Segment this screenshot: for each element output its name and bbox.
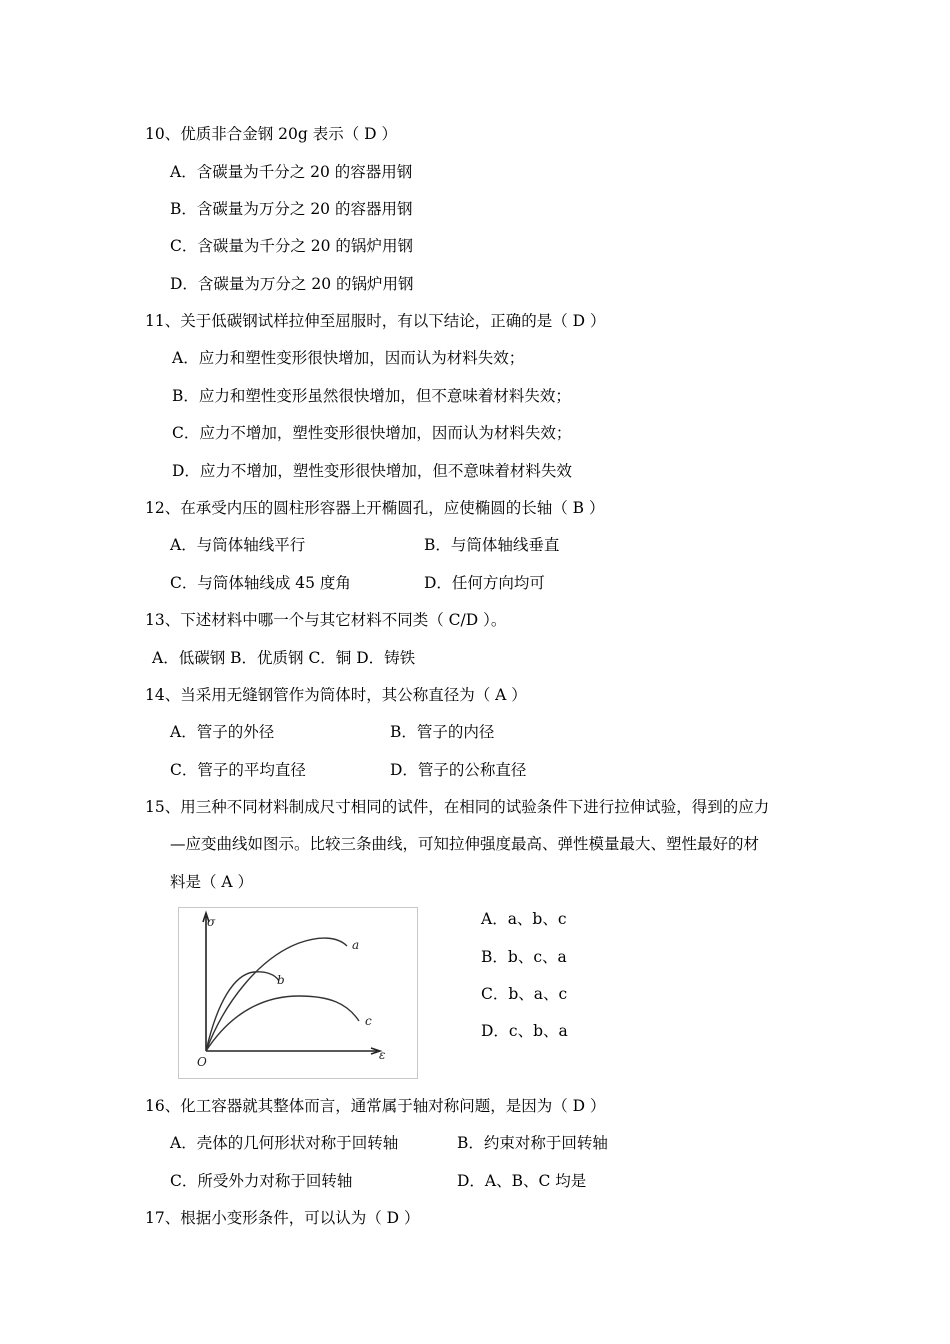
- option-10-d: D．含碳量为万分之 20 的锅炉用钢: [170, 275, 414, 293]
- option-16-d: D．A、B、C 均是: [457, 1172, 587, 1190]
- option-14-b: B．管子的内径: [390, 723, 495, 741]
- question-13: 13、下述材料中哪一个与其它材料不同类（ C/D ）。: [145, 611, 507, 629]
- option-12-a: A．与筒体轴线平行: [170, 536, 306, 554]
- option-15-c: C．b、a、c: [481, 985, 568, 1003]
- option-11-a: A．应力和塑性变形很快增加，因而认为材料失效；: [172, 349, 525, 367]
- stress-strain-figure: [178, 907, 418, 1079]
- option-16-a: A．壳体的几何形状对称于回转轴: [170, 1134, 399, 1152]
- option-14-a: A．管子的外径: [170, 723, 275, 741]
- sigma-label: σ: [207, 915, 216, 929]
- question-11: 11、关于低碳钢试样拉伸至屈服时，有以下结论，正确的是（ D ）: [145, 312, 606, 330]
- option-12-b: B．与筒体轴线垂直: [424, 536, 560, 554]
- question-15-line-2: —应变曲线如图示。比较三条曲线，可知拉伸强度最高、弹性模量最大、塑性最好的材: [170, 835, 760, 853]
- stress-strain-diagram: [179, 908, 417, 1078]
- option-15-b: B．b、c、a: [481, 948, 567, 966]
- question-15-line-3: 料是（ A ）: [170, 873, 254, 891]
- options-13: A．低碳钢 B．优质钢 C．铜 D．铸铁: [152, 649, 416, 667]
- option-12-c: C．与筒体轴线成 45 度角: [170, 574, 351, 592]
- option-11-d: D．应力不增加，塑性变形很快增加，但不意味着材料失效: [172, 462, 572, 480]
- option-12-d: D．任何方向均可: [424, 574, 545, 592]
- question-15-line-1: 15、用三种不同材料制成尺寸相同的试件，在相同的试验条件下进行拉伸试验，得到的应力: [145, 798, 770, 816]
- option-14-c: C．管子的平均直径: [170, 761, 306, 779]
- option-16-c: C．所受外力对称于回转轴: [170, 1172, 353, 1190]
- option-10-a: A．含碳量为千分之 20 的容器用钢: [170, 163, 413, 181]
- option-15-a: A．a、b、c: [481, 910, 567, 928]
- curve-b-label: b: [277, 973, 285, 987]
- option-16-b: B．约束对称于回转轴: [457, 1134, 608, 1152]
- curve-b: [206, 972, 279, 1051]
- option-11-b: B．应力和塑性变形虽然很快增加，但不意味着材料失效；: [172, 387, 571, 405]
- curve-c-label: c: [365, 1014, 372, 1028]
- question-10: 10、优质非合金钢 20g 表示（ D ）: [145, 125, 398, 143]
- option-10-c: C．含碳量为千分之 20 的锅炉用钢: [170, 237, 413, 255]
- question-12: 12、在承受内压的圆柱形容器上开椭圆孔，应使椭圆的长轴（ B ）: [145, 499, 605, 517]
- option-14-d: D．管子的公称直径: [390, 761, 527, 779]
- option-10-b: B．含碳量为万分之 20 的容器用钢: [170, 200, 413, 218]
- option-11-c: C．应力不增加，塑性变形很快增加，因而认为材料失效；: [172, 424, 572, 442]
- question-16: 16、化工容器就其整体而言，通常属于轴对称问题，是因为（ D ）: [145, 1097, 606, 1115]
- origin-label: O: [197, 1055, 207, 1069]
- question-14: 14、当采用无缝钢管作为筒体时，其公称直径为（ A ）: [145, 686, 527, 704]
- epsilon-label: ε: [379, 1048, 386, 1062]
- question-17: 17、根据小变形条件，可以认为（ D ）: [145, 1209, 420, 1227]
- option-15-d: D．c、b、a: [481, 1022, 568, 1040]
- curve-a-label: a: [352, 938, 360, 952]
